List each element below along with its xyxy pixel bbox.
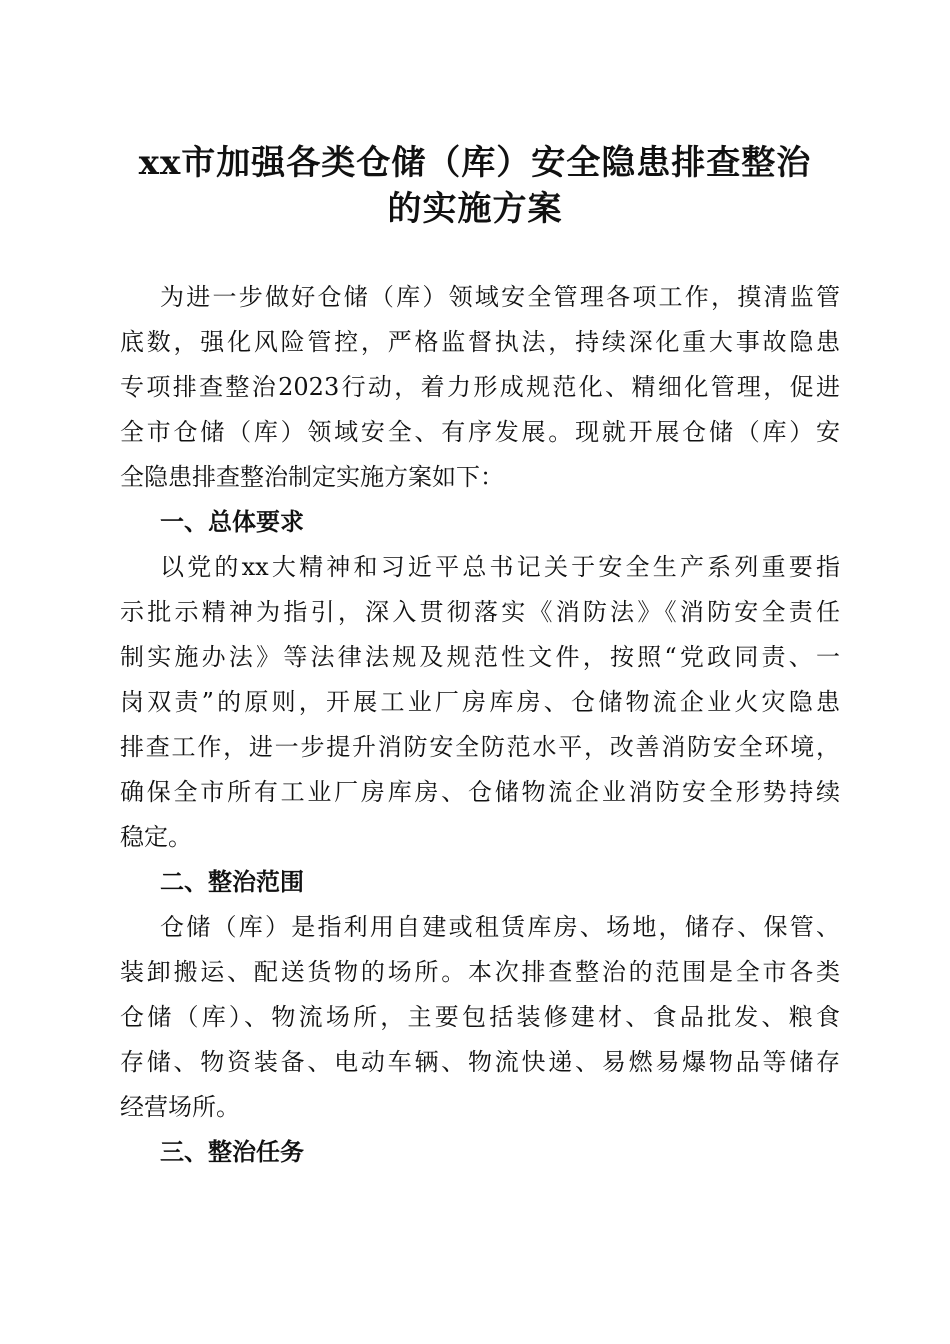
section-2-line-3: 仓储（库）、物流场所，主要包括装修建材、食品批发、粮食 bbox=[120, 1003, 840, 1031]
section-1-line-1: 以党的xx大精神和习近平总书记关于安全生产系列重要指 bbox=[160, 553, 840, 581]
section-1-line-2: 示批示精神为指引，深入贯彻落实《消防法》《消防安全责任 bbox=[120, 598, 840, 626]
section-1-line-4: 岗双责”的原则，开展工业厂房库房、仓储物流企业火灾隐患 bbox=[120, 688, 840, 716]
section-1-heading: 一、总体要求 bbox=[160, 508, 304, 536]
section-2-line-5: 经营场所。 bbox=[120, 1093, 240, 1121]
section-1-line-5: 排查工作，进一步提升消防安全防范水平，改善消防安全环境， bbox=[120, 733, 840, 761]
section-2-line-1: 仓储（库）是指利用自建或租赁库房、场地，储存、保管、 bbox=[160, 913, 840, 941]
intro-line-5: 全隐患排查整治制定实施方案如下： bbox=[120, 463, 504, 491]
section-1-line-6: 确保全市所有工业厂房库房、仓储物流企业消防安全形势持续 bbox=[120, 778, 840, 806]
intro-line-3: 专项排查整治2023行动，着力形成规范化、精细化管理，促进 bbox=[120, 373, 840, 401]
section-3-heading: 三、整治任务 bbox=[160, 1138, 304, 1166]
document-title-line-1: xx市加强各类仓储（库）安全隐患排查整治 bbox=[138, 143, 812, 183]
section-2-heading: 二、整治范围 bbox=[160, 868, 304, 896]
section-1-line-3: 制实施办法》等法律法规及规范性文件，按照“党政同责、一 bbox=[120, 643, 840, 671]
intro-line-2: 底数，强化风险管控，严格监督执法，持续深化重大事故隐患 bbox=[120, 328, 840, 356]
intro-line-4: 全市仓储（库）领域安全、有序发展。现就开展仓储（库）安 bbox=[120, 418, 840, 446]
section-2-line-4: 存储、物资装备、电动车辆、物流快递、易燃易爆物品等储存 bbox=[120, 1048, 840, 1076]
section-2-line-2: 装卸搬运、配送货物的场所。本次排查整治的范围是全市各类 bbox=[120, 958, 840, 986]
section-1-line-7: 稳定。 bbox=[120, 823, 192, 851]
intro-line-1: 为进一步做好仓储（库）领域安全管理各项工作，摸清监管 bbox=[160, 283, 840, 311]
document-title-line-2: 的实施方案 bbox=[387, 189, 563, 229]
